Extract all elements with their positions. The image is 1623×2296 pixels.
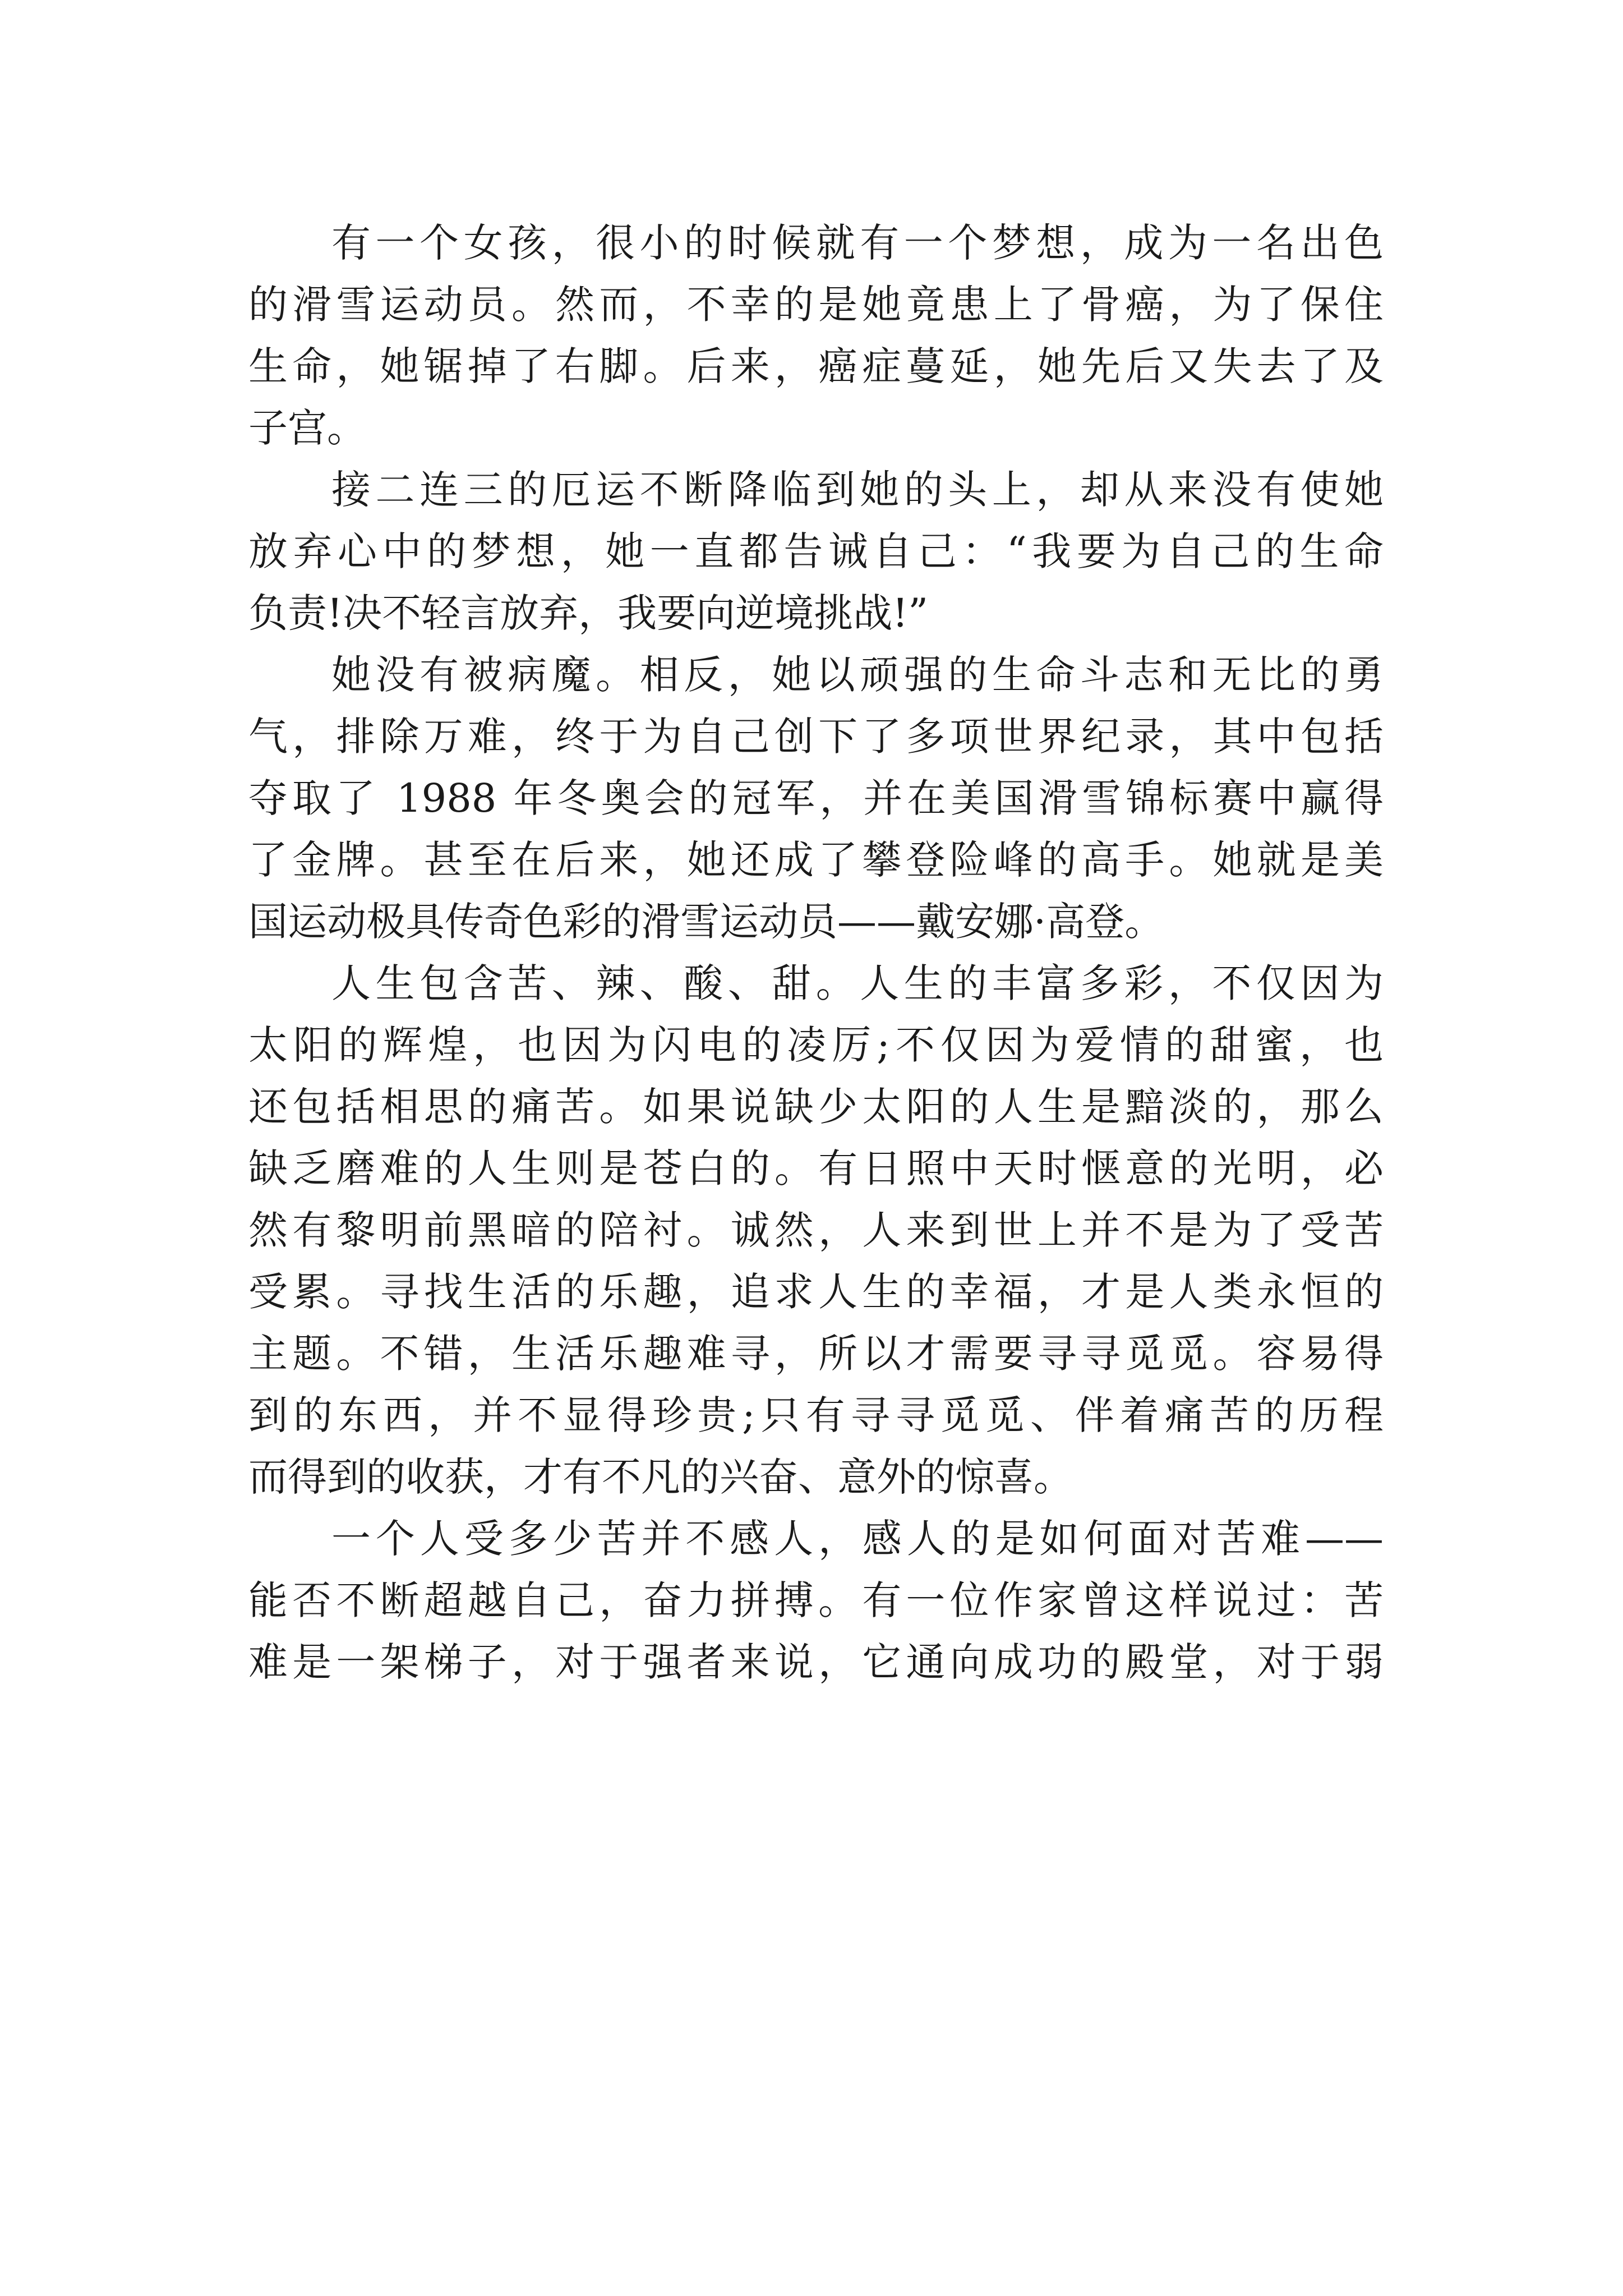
text-line: 接二连三的厄运不断降临到她的头上，却从来没有使她 [331,467,1384,513]
text-line: 缺乏磨难的人生则是苍白的。有日照中天时惬意的光明，必 [248,1145,1384,1191]
text-line: 的滑雪运动员。然而，不幸的是她竟患上了骨癌，为了保住 [248,282,1384,328]
text-line: 有一个女孩，很小的时候就有一个梦想，成为一名出色 [331,220,1384,266]
text-line: 子宫。 [248,405,366,451]
text-line: 能否不断超越自己，奋力拼搏。有一位作家曾这样说过：苦 [248,1577,1384,1623]
text-line: 夺取了 1988 年冬奥会的冠军，并在美国滑雪锦标赛中赢得 [248,775,1384,821]
text-line: 主题。不错，生活乐趣难寻，所以才需要寻寻觅觅。容易得 [248,1331,1384,1377]
text-line: 人生包含苦、辣、酸、甜。人生的丰富多彩，不仅因为 [331,960,1384,1006]
paragraph [248,644,1384,953]
text-line: 负责!决不轻言放弃，我要向逆境挑战!” [248,590,929,636]
paragraph [248,953,1384,1508]
text-line: 放弃心中的梦想，她一直都告诫自己：“我要为自己的生命 [248,528,1384,574]
text-line: 还包括相思的痛苦。如果说缺少太阳的人生是黯淡的，那么 [248,1084,1384,1130]
text-line: 生命，她锯掉了右脚。后来，癌症蔓延，她先后又失去了及 [248,343,1384,389]
text-line: 受累。寻找生活的乐趣，追求人生的幸福，才是人类永恒的 [248,1269,1384,1315]
text-line: 难是一架梯子，对于强者来说，它通向成功的殿堂，对于弱 [248,1639,1384,1685]
text-line: 而得到的收获，才有不凡的兴奋、意外的惊喜。 [248,1454,1073,1500]
text-line: 国运动极具传奇色彩的滑雪运动员——戴安娜·高登。 [248,899,1164,945]
text-line: 到的东西，并不显得珍贵;只有寻寻觅觅、伴着痛苦的历程 [248,1392,1384,1438]
text-line: 气，排除万难，终于为自己创下了多项世界纪录，其中包括 [248,714,1384,760]
paragraph [248,212,1384,459]
text-line: 一个人受多少苦并不感人，感人的是如何面对苦难—— [331,1516,1384,1562]
text-line: 了金牌。甚至在后来，她还成了攀登险峰的高手。她就是美 [248,837,1384,883]
paragraph [248,1508,1384,1693]
text-line: 然有黎明前黑暗的陪衬。诚然，人来到世上并不是为了受苦 [248,1207,1384,1253]
paragraph [248,459,1384,644]
text-line: 她没有被病魔。相反，她以顽强的生命斗志和无比的勇 [331,652,1384,698]
article-body [248,212,1384,1693]
text-line: 太阳的辉煌，也因为闪电的凌厉;不仅因为爱情的甜蜜，也 [248,1022,1384,1068]
